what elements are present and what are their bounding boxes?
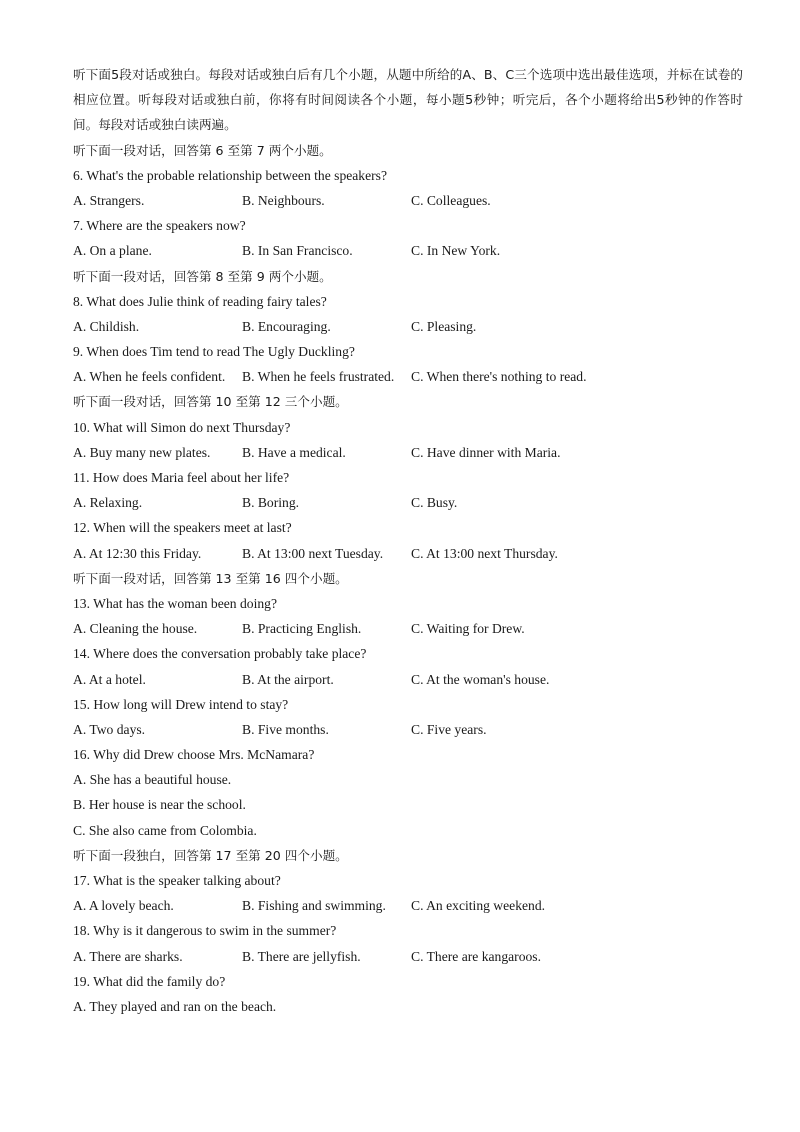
- option-b[interactable]: B. Encouraging.: [242, 318, 331, 334]
- question-17: 17. What is the speaker talking about?: [73, 873, 281, 889]
- option-b[interactable]: B. Neighbours.: [242, 192, 325, 208]
- option-a[interactable]: A. Two days.: [73, 721, 146, 737]
- option-b[interactable]: B. Practicing English.: [242, 621, 362, 637]
- listening-section: [73, 62, 743, 1019]
- option-c[interactable]: C. An exciting weekend.: [411, 898, 546, 914]
- option-a[interactable]: A. Strangers.: [73, 192, 145, 208]
- question-13: 13. What has the woman been doing?: [73, 595, 277, 611]
- option-c[interactable]: C. There are kangaroos.: [411, 948, 541, 964]
- option-a[interactable]: A. Relaxing.: [73, 495, 143, 511]
- option-c[interactable]: C. Colleagues.: [411, 192, 491, 208]
- option-b[interactable]: B. Fishing and swimming.: [242, 898, 386, 914]
- options-14: [73, 667, 743, 692]
- options-9: [73, 364, 743, 389]
- option-a[interactable]: A. Cleaning the house.: [73, 621, 198, 637]
- option-c[interactable]: C. In New York.: [411, 243, 501, 259]
- option-c[interactable]: C. At 13:00 next Thursday.: [411, 545, 558, 561]
- options-11: [73, 490, 743, 515]
- section-header-13-16: 听下面一段对话，回答第 13 至第 16 四个小题。: [73, 570, 348, 586]
- question-18: 18. Why is it dangerous to swim in the summer?: [73, 923, 337, 939]
- question-16: 16. Why did Drew choose Mrs. McNamara?: [73, 747, 315, 763]
- option-a[interactable]: A. Childish.: [73, 318, 140, 334]
- section-header-17-20: 听下面一段独白，回答第 17 至第 20 四个小题。: [73, 847, 348, 863]
- section-header-8-9: 听下面一段对话，回答第 8 至第 9 两个小题。: [73, 268, 332, 284]
- option-c[interactable]: C. Pleasing.: [411, 318, 477, 334]
- question-7: 7. Where are the speakers now?: [73, 218, 246, 234]
- option-b[interactable]: B. Boring.: [242, 495, 300, 511]
- option-b[interactable]: B. In San Francisco.: [242, 243, 353, 259]
- option-a[interactable]: A. A lovely beach.: [73, 898, 174, 914]
- option-a[interactable]: A. At 12:30 this Friday.: [73, 545, 202, 561]
- options-10: [73, 440, 743, 465]
- option-c[interactable]: C. At the woman's house.: [411, 671, 550, 687]
- option-b[interactable]: B. Five months.: [242, 721, 329, 737]
- option-a[interactable]: A. They played and ran on the beach.: [73, 998, 277, 1014]
- question-6: 6. What's the probable relationship between the speakers?: [73, 167, 387, 183]
- options-18: [73, 944, 743, 969]
- option-a[interactable]: A. On a plane.: [73, 243, 152, 259]
- option-a[interactable]: A. There are sharks.: [73, 948, 183, 964]
- section-instructions: 听下面5段对话或独白。每段对话或独白后有几个小题，从题中所给的A、B、C三个选项中选出最佳选项，并标在试卷的相应位置。听每段对话或独白前，你将有时间阅读各个小题，每小题5秒钟；听完后，各个小题将给出5秒钟的作答时间。每段对话或独白读两遍。: [73, 67, 743, 133]
- option-b[interactable]: B. Her house is near the school.: [73, 797, 246, 813]
- question-10: 10. What will Simon do next Thursday?: [73, 419, 291, 435]
- question-15: 15. How long will Drew intend to stay?: [73, 696, 289, 712]
- option-b[interactable]: B. Have a medical.: [242, 444, 346, 460]
- section-header-6-7: 听下面一段对话，回答第 6 至第 7 两个小题。: [73, 142, 332, 158]
- options-17: [73, 893, 743, 918]
- option-c[interactable]: C. When there's nothing to read.: [411, 369, 587, 385]
- question-11: 11. How does Maria feel about her life?: [73, 470, 290, 486]
- options-13: [73, 616, 743, 641]
- option-c[interactable]: C. Busy.: [411, 495, 458, 511]
- question-9: 9. When does Tim tend to read The Ugly Duckling?: [73, 344, 355, 360]
- options-6: [73, 188, 743, 213]
- option-b[interactable]: B. There are jellyfish.: [242, 948, 361, 964]
- option-a[interactable]: A. When he feels confident.: [73, 369, 226, 385]
- option-c[interactable]: C. She also came from Colombia.: [73, 822, 257, 838]
- option-a[interactable]: A. Buy many new plates.: [73, 444, 211, 460]
- option-b[interactable]: B. When he feels frustrated.: [242, 369, 395, 385]
- option-c[interactable]: C. Five years.: [411, 721, 487, 737]
- options-12: [73, 541, 743, 566]
- option-b[interactable]: B. At 13:00 next Tuesday.: [242, 545, 384, 561]
- question-8: 8. What does Julie think of reading fairy tales?: [73, 293, 327, 309]
- section-header-10-12: 听下面一段对话，回答第 10 至第 12 三个小题。: [73, 394, 348, 410]
- option-b[interactable]: B. At the airport.: [242, 671, 334, 687]
- option-a[interactable]: A. She has a beautiful house.: [73, 772, 232, 788]
- option-c[interactable]: C. Have dinner with Maria.: [411, 444, 561, 460]
- options-15: [73, 717, 743, 742]
- option-a[interactable]: A. At a hotel.: [73, 671, 146, 687]
- question-12: 12. When will the speakers meet at last?: [73, 520, 292, 536]
- option-c[interactable]: C. Waiting for Drew.: [411, 621, 525, 637]
- options-8: [73, 314, 743, 339]
- options-7: [73, 238, 743, 263]
- question-14: 14. Where does the conversation probably take place?: [73, 646, 367, 662]
- question-19: 19. What did the family do?: [73, 973, 226, 989]
